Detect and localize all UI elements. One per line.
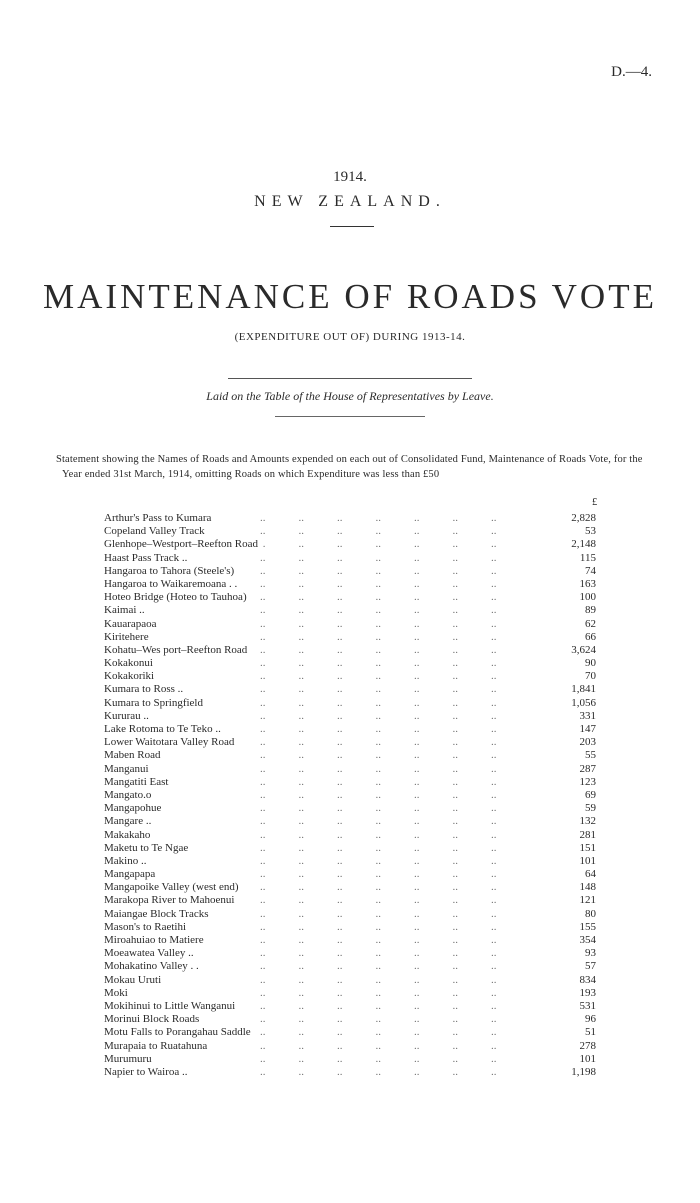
road-entry bbox=[104, 1013, 604, 1026]
road-name: Lower Waitotara Valley Road bbox=[104, 736, 238, 748]
road-amount: 100 bbox=[579, 591, 596, 604]
road-name: Maketu to Te Ngae bbox=[104, 842, 192, 854]
road-entry bbox=[104, 644, 604, 657]
leader-dots bbox=[260, 710, 526, 723]
document-title: MAINTENANCE OF ROADS VOTE bbox=[43, 277, 657, 316]
road-entry bbox=[104, 578, 604, 591]
road-amount: 281 bbox=[579, 828, 596, 841]
leader-dots bbox=[260, 697, 526, 710]
road-amount: 121 bbox=[579, 894, 596, 907]
road-entry bbox=[104, 631, 604, 644]
road-entry bbox=[104, 974, 604, 987]
road-entry bbox=[104, 512, 604, 525]
road-entry bbox=[104, 670, 604, 683]
road-amount: 66 bbox=[585, 630, 596, 643]
road-amount: 123 bbox=[579, 775, 596, 788]
road-name: Glenhope–Westport–Reefton Road bbox=[104, 538, 262, 550]
road-entry bbox=[104, 894, 604, 907]
road-name: Napier to Wairoa .. bbox=[104, 1066, 192, 1078]
road-amount: 203 bbox=[579, 736, 596, 749]
leader-dots bbox=[260, 776, 526, 789]
leader-dots bbox=[260, 1066, 526, 1079]
leader-dots bbox=[260, 657, 526, 670]
road-amount: 147 bbox=[579, 723, 596, 735]
road-name: Mangapapa bbox=[104, 868, 159, 880]
leader-dots bbox=[260, 802, 526, 815]
leader-dots bbox=[260, 960, 526, 973]
road-name: Kokakonui bbox=[104, 657, 157, 669]
road-amount: 74 bbox=[585, 564, 596, 577]
road-name: Moeawatea Valley .. bbox=[104, 947, 198, 959]
leader-dots bbox=[260, 631, 526, 644]
road-name: Copeland Valley Track bbox=[104, 525, 209, 537]
road-name: Moki bbox=[104, 987, 132, 999]
road-entry bbox=[104, 683, 604, 696]
road-name: Makakaho bbox=[104, 829, 154, 841]
road-amount: 2,148 bbox=[571, 538, 596, 551]
road-amount: 90 bbox=[585, 657, 596, 670]
road-amount: 70 bbox=[585, 670, 596, 683]
road-amount: 80 bbox=[585, 907, 596, 920]
road-name: Kururau .. bbox=[104, 710, 153, 722]
road-amount: 96 bbox=[585, 1013, 596, 1026]
road-name: Kohatu–Wes port–Reefton Road bbox=[104, 644, 251, 656]
leader-dots bbox=[260, 749, 526, 762]
leader-dots bbox=[260, 868, 526, 881]
road-name: Kauarapaoa bbox=[104, 618, 161, 630]
leader-dots bbox=[260, 1026, 526, 1039]
road-entry bbox=[104, 697, 604, 710]
road-entry bbox=[104, 1053, 604, 1066]
road-entry bbox=[104, 776, 604, 789]
road-entry bbox=[104, 763, 604, 776]
road-name: Kiritehere bbox=[104, 631, 153, 643]
road-amount: 193 bbox=[579, 986, 596, 999]
leader-dots bbox=[260, 578, 526, 591]
road-name: Kumara to Ross .. bbox=[104, 683, 187, 695]
road-name: Makino .. bbox=[104, 855, 150, 867]
road-name: Haast Pass Track .. bbox=[104, 552, 191, 564]
road-amount: 101 bbox=[579, 1052, 596, 1065]
leader-dots bbox=[260, 538, 526, 551]
road-entry bbox=[104, 881, 604, 894]
road-name: Mokihinui to Little Wanganui bbox=[104, 1000, 239, 1012]
leader-dots bbox=[260, 552, 526, 565]
road-entry bbox=[104, 934, 604, 947]
road-entry bbox=[104, 710, 604, 723]
road-amount: 115 bbox=[579, 551, 596, 564]
road-entry bbox=[104, 815, 604, 828]
road-amount: 155 bbox=[579, 920, 596, 933]
leader-dots bbox=[260, 670, 526, 683]
leader-dots bbox=[260, 683, 526, 696]
leader-dots bbox=[260, 1053, 526, 1066]
road-entry bbox=[104, 565, 604, 578]
leader-dots bbox=[260, 512, 526, 525]
road-name: Mangatiti East bbox=[104, 776, 172, 788]
leader-dots bbox=[260, 974, 526, 987]
road-amount: 278 bbox=[579, 1039, 596, 1052]
leader-dots bbox=[260, 789, 526, 802]
road-amount: 132 bbox=[579, 815, 596, 828]
road-name: Lake Rotoma to Te Teko .. bbox=[104, 723, 225, 735]
road-entry bbox=[104, 868, 604, 881]
road-amount: 1,841 bbox=[571, 683, 596, 696]
divider-rule bbox=[275, 416, 425, 417]
leader-dots bbox=[260, 934, 526, 947]
road-name: Mangapoike Valley (west end) bbox=[104, 881, 243, 893]
year-heading: 1914. bbox=[333, 169, 367, 185]
road-amount: 55 bbox=[585, 749, 596, 762]
road-entry bbox=[104, 987, 604, 1000]
road-entry bbox=[104, 921, 604, 934]
road-amount: 3,624 bbox=[571, 643, 596, 656]
road-name: Marakopa River to Mahoenui bbox=[104, 894, 238, 906]
road-name: Kaimai .. bbox=[104, 604, 149, 616]
road-name: Hangaroa to Tahora (Steele's) bbox=[104, 565, 238, 577]
road-name: Mohakatino Valley . . bbox=[104, 960, 203, 972]
road-amount: 531 bbox=[579, 999, 596, 1012]
road-amount: 163 bbox=[579, 577, 596, 590]
road-amount: 89 bbox=[585, 604, 596, 617]
road-entry bbox=[104, 723, 604, 736]
road-name: Manganui bbox=[104, 763, 153, 775]
road-amount: 2,828 bbox=[571, 512, 596, 524]
road-entry bbox=[104, 1066, 604, 1079]
road-amount: 148 bbox=[579, 881, 596, 894]
road-entry bbox=[104, 736, 604, 749]
currency-symbol: £ bbox=[592, 497, 598, 508]
leader-dots bbox=[260, 618, 526, 631]
document-subtitle: (EXPENDITURE OUT OF) DURING 1913-14. bbox=[234, 331, 466, 343]
statement-heading: Statement showing the Names of Roads and Amounts expended on each out of Consolidated Fund, Maintenance of Roads Vote, for the Year ended 31st March, 1914, omitting Roads on which Expenditure was less than £50 bbox=[56, 454, 643, 480]
road-entry bbox=[104, 749, 604, 762]
road-amount: 354 bbox=[579, 934, 596, 946]
road-name: Morinui Block Roads bbox=[104, 1013, 203, 1025]
road-entry bbox=[104, 1000, 604, 1013]
road-entry bbox=[104, 855, 604, 868]
road-amount: 59 bbox=[585, 802, 596, 815]
leader-dots bbox=[260, 763, 526, 776]
leader-dots bbox=[260, 855, 526, 868]
road-name: Mangato.o bbox=[104, 789, 155, 801]
road-name: Mason's to Raetihi bbox=[104, 921, 190, 933]
road-entry bbox=[104, 842, 604, 855]
leader-dots bbox=[260, 1040, 526, 1053]
leader-dots bbox=[260, 736, 526, 749]
road-name: Mangapohue bbox=[104, 802, 165, 814]
road-name: Hoteo Bridge (Hoteo to Tauhoa) bbox=[104, 591, 251, 603]
divider-rule bbox=[330, 226, 374, 227]
leader-dots bbox=[260, 987, 526, 1000]
road-entry bbox=[104, 960, 604, 973]
road-amount: 62 bbox=[585, 617, 596, 630]
road-entry bbox=[104, 604, 604, 617]
divider-rule bbox=[228, 378, 472, 379]
road-name: Miroahuiao to Matiere bbox=[104, 934, 208, 946]
road-entry bbox=[104, 802, 604, 815]
road-amount: 834 bbox=[579, 973, 596, 986]
road-entry bbox=[104, 947, 604, 960]
leader-dots bbox=[260, 723, 526, 736]
leader-dots bbox=[260, 908, 526, 921]
road-amount: 53 bbox=[585, 525, 596, 538]
leader-dots bbox=[260, 842, 526, 855]
document-reference: D.—4. bbox=[611, 64, 652, 80]
road-name: Motu Falls to Porangahau Saddle bbox=[104, 1026, 255, 1038]
road-entry bbox=[104, 552, 604, 565]
laid-on-table-note: Laid on the Table of the House of Representatives by Leave. bbox=[206, 389, 494, 403]
leader-dots bbox=[260, 644, 526, 657]
road-name: Kokakoriki bbox=[104, 670, 158, 682]
road-entry bbox=[104, 657, 604, 670]
road-amount: 287 bbox=[579, 762, 596, 775]
road-amount: 151 bbox=[579, 841, 596, 854]
road-entry bbox=[104, 618, 604, 631]
leader-dots bbox=[260, 921, 526, 934]
leader-dots bbox=[260, 829, 526, 842]
road-entry bbox=[104, 538, 604, 551]
leader-dots bbox=[260, 894, 526, 907]
road-name: Mokau Uruti bbox=[104, 974, 165, 986]
road-name: Murumuru bbox=[104, 1053, 156, 1065]
country-heading: NEW ZEALAND. bbox=[254, 193, 446, 210]
leader-dots bbox=[260, 525, 526, 538]
leader-dots bbox=[260, 1000, 526, 1013]
leader-dots bbox=[260, 1013, 526, 1026]
road-name: Murapaia to Ruatahuna bbox=[104, 1040, 211, 1052]
road-entry bbox=[104, 591, 604, 604]
road-entry bbox=[104, 829, 604, 842]
road-entry bbox=[104, 789, 604, 802]
leader-dots bbox=[260, 604, 526, 617]
road-entry bbox=[104, 1040, 604, 1053]
road-amount: 93 bbox=[585, 947, 596, 960]
road-amount: 1,198 bbox=[571, 1065, 596, 1078]
leader-dots bbox=[260, 881, 526, 894]
road-amount: 51 bbox=[585, 1026, 596, 1039]
road-name: Mangare .. bbox=[104, 815, 155, 827]
road-amount: 331 bbox=[579, 709, 596, 722]
road-entry bbox=[104, 908, 604, 921]
road-amount: 1,056 bbox=[571, 696, 596, 709]
road-entry bbox=[104, 1026, 604, 1039]
road-amount: 101 bbox=[579, 854, 596, 867]
road-name: Maiangae Block Tracks bbox=[104, 908, 212, 920]
road-amount: 57 bbox=[585, 960, 596, 973]
road-entry bbox=[104, 525, 604, 538]
road-name: Maben Road bbox=[104, 749, 165, 761]
road-name: Arthur's Pass to Kumara bbox=[104, 512, 215, 524]
leader-dots bbox=[260, 815, 526, 828]
road-name: Kumara to Springfield bbox=[104, 697, 207, 709]
road-name: Hangaroa to Waikaremoana . . bbox=[104, 578, 241, 590]
leader-dots bbox=[260, 947, 526, 960]
road-amount: 64 bbox=[585, 868, 596, 881]
road-amount: 69 bbox=[585, 788, 596, 801]
roads-list bbox=[104, 512, 604, 1079]
leader-dots bbox=[260, 565, 526, 578]
leader-dots bbox=[260, 591, 526, 604]
